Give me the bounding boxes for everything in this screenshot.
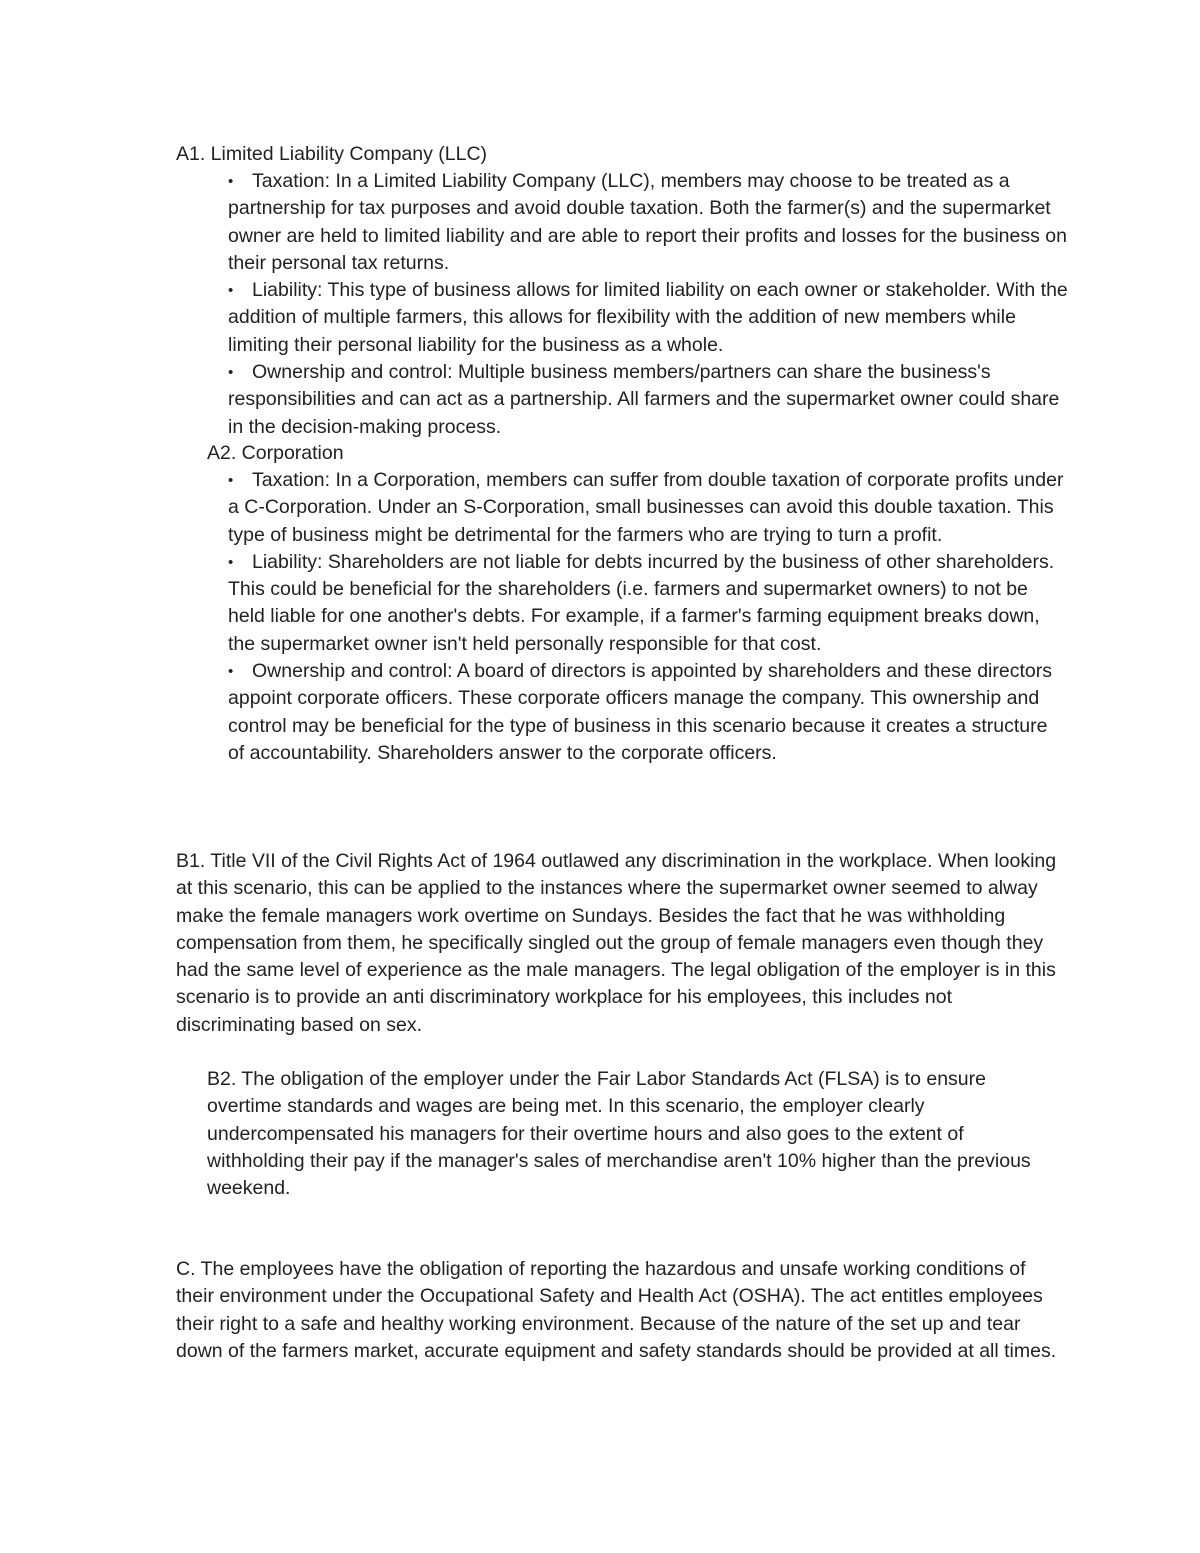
bullet-icon: • <box>228 472 234 489</box>
list-item <box>228 277 1068 359</box>
section-b1-paragraph: B1. Title VII of the Civil Rights Act of 1964 outlawed any discrimination in the workplace. When looking at this scenario, this can be applied to the instances where the supermarket owner seemed to alway make the female managers work overtime on Sundays. Besides the fact that he was withholding compensation from them, he specifically singled out the group of female managers even though they had the same level of experience as the male managers. The legal obligation of the employer is in this scenario is to provide an anti discriminatory workplace for his employees, this includes not discriminating based on sex. <box>176 850 1057 1036</box>
list-item <box>228 168 1068 277</box>
list-item <box>228 467 1068 549</box>
a2-taxation-text: Taxation: In a Corporation, members can suffer from double taxation of corporate profits under a C-Corporation. Under an S-Corporation, small businesses can avoid this double taxation. This type of business might be detrimental for the farmers who are trying to turn a profit. <box>228 469 1064 546</box>
bullet-icon: • <box>228 553 234 571</box>
list-item <box>228 658 1068 767</box>
list-item <box>228 549 1068 658</box>
section-a2-bullet-list <box>228 467 1068 767</box>
a1-taxation-text: Taxation: In a Limited Liability Company (LLC), members may choose to be treated as a partnership for tax purposes and avoid double taxation. Both the farmer(s) and the supermarket owner are held to limited liability and are able to report their profits and losses for the business on their personal tax returns. <box>228 170 1067 274</box>
bullet-icon: • <box>228 173 234 190</box>
section-b2-paragraph: B2. The obligation of the employer under the Fair Labor Standards Act (FLSA) is to ensure overtime standards and wages are being met. In this scenario, the employer clearly undercompensated his managers for their overtime hours and also goes to the extent of withholding their pay if the manager's sales of merchandise aren't 10% higher than the previous weekend. <box>207 1068 1031 1200</box>
list-item <box>228 359 1068 441</box>
bullet-icon: • <box>228 282 234 300</box>
section-a1-bullet-list <box>228 168 1068 441</box>
a1-liability-text: Liability: This type of business allows for limited liability on each owner or stakeholder. With the addition of multiple farmers, this allows for flexibility with the addition of new members while limiting their personal liability for the business as a whole. <box>228 279 1068 356</box>
section-a2-heading: A2. Corporation <box>207 442 344 464</box>
section-c-paragraph: C. The employees have the obligation of reporting the hazardous and unsafe working conditions of their environment under the Occupational Safety and Health Act (OSHA). The act entitles employees their right to a safe and healthy working environment. Because of the nature of the set up and tear down of the farmers market, accurate equipment and safety standards should be provided at all times. <box>176 1258 1057 1362</box>
a1-ownership-text: Ownership and control: Multiple business members/partners can share the business's responsibilities and can act as a partnership. All farmers and the supermarket owner could share in the decision-making process. <box>228 361 1060 438</box>
section-a1-heading: A1. Limited Liability Company (LLC) <box>176 143 488 165</box>
a2-liability-text: Liability: Shareholders are not liable for debts incurred by the business of other shareholders. This could be beneficial for the shareholders (i.e. farmers and supermarket owners) to not be held liable for one another's debts. For example, if a farmer's farming equipment breaks down, the supermarket owner isn't held personally responsible for that cost. <box>228 550 1055 655</box>
bullet-icon: • <box>228 364 234 382</box>
a2-ownership-text: Ownership and control: A board of directors is appointed by shareholders and these directors appoint corporate officers. These corporate officers manage the company. This ownership and control may be beneficial for the type of business in this scenario because it creates a structure of accountability. Shareholders answer to the corporate officers. <box>228 660 1052 764</box>
bullet-icon: • <box>228 663 234 681</box>
